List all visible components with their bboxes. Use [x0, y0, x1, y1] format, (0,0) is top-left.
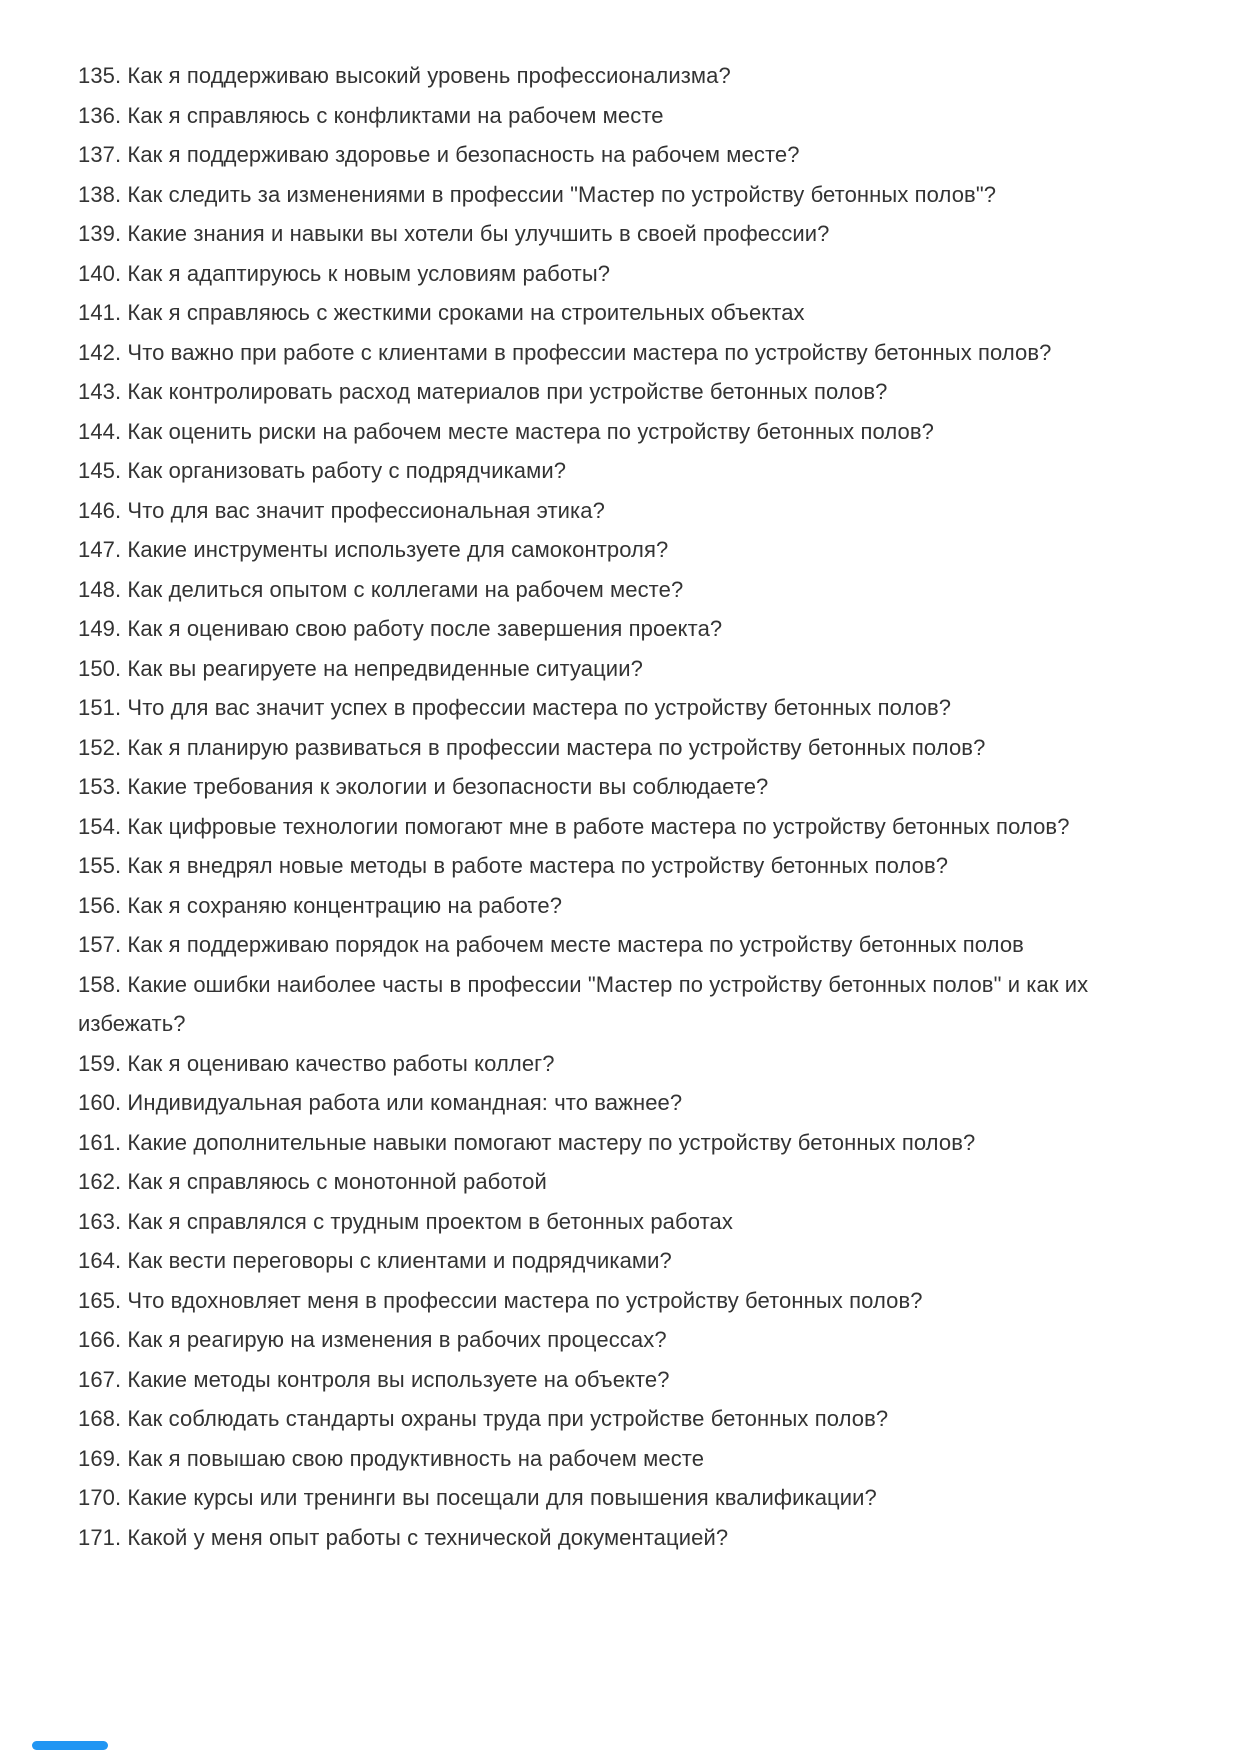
question-item: 156. Как я сохраняю концентрацию на работе? [78, 892, 563, 918]
question-item: 148. Как делиться опытом с коллегами на рабочем месте? [78, 576, 684, 602]
question-item: 171. Какой у меня опыт работы с технической документацией? [78, 1524, 729, 1550]
question-item: 157. Как я поддерживаю порядок на рабочем месте мастера по устройству бетонных полов [78, 932, 1024, 957]
question-item: 139. Какие знания и навыки вы хотели бы улучшить в своей профессии? [78, 221, 830, 246]
question-item: 145. Как организовать работу с подрядчиками? [78, 458, 567, 483]
question-item: 162. Как я справляюсь с монотонной работой [78, 1169, 547, 1194]
question-item: 152. Как я планирую развиваться в профессии мастера по устройству бетонных полов? [78, 734, 986, 760]
question-item: 168. Как соблюдать стандарты охраны труда при устройстве бетонных полов? [78, 1406, 889, 1431]
question-item: 166. Как я реагирую на изменения в рабочих процессах? [78, 1327, 667, 1352]
question-item: 159. Как я оцениваю качество работы коллег? [78, 1050, 555, 1076]
question-item: 158. Какие ошибки наиболее часты в профессии "Мастер по устройству бетонных полов" и как их избежать? [78, 971, 1089, 1036]
question-item: 164. Как вести переговоры с клиентами и подрядчиками? [78, 1248, 672, 1273]
question-item: 170. Какие курсы или тренинги вы посещали для повышения квалификации? [78, 1485, 877, 1510]
question-item: 135. Как я поддерживаю высокий уровень профессионализма? [78, 63, 731, 88]
question-item: 163. Как я справлялся с трудным проектом в бетонных работах [78, 1208, 733, 1234]
question-item: 138. Как следить за изменениями в профессии "Мастер по устройству бетонных полов"? [78, 181, 997, 207]
question-item: 137. Как я поддерживаю здоровье и безопасность на рабочем месте? [78, 142, 800, 167]
question-item: 140. Как я адаптируюсь к новым условиям работы? [78, 260, 611, 286]
question-item: 155. Как я внедрял новые методы в работе мастера по устройству бетонных полов? [78, 853, 949, 878]
question-item: 154. Как цифровые технологии помогают мне в работе мастера по устройству бетонных полов? [78, 813, 1070, 839]
question-item: 165. Что вдохновляет меня в профессии мастера по устройству бетонных полов? [78, 1287, 923, 1313]
question-list [78, 56, 1168, 1557]
question-item: 167. Какие методы контроля вы используете на объекте? [78, 1366, 670, 1392]
question-item: 136. Как я справляюсь с конфликтами на рабочем месте [78, 102, 664, 128]
question-item: 142. Что важно при работе с клиентами в профессии мастера по устройству бетонных полов? [78, 339, 1052, 365]
question-item: 141. Как я справляюсь с жесткими сроками на строительных объектах [78, 300, 805, 325]
question-item: 149. Как я оцениваю свою работу после завершения проекта? [78, 616, 723, 641]
question-item: 151. Что для вас значит успех в профессии мастера по устройству бетонных полов? [78, 695, 952, 720]
question-item: 161. Какие дополнительные навыки помогают мастеру по устройству бетонных полов? [78, 1129, 976, 1155]
question-item: 147. Какие инструменты используете для самоконтроля? [78, 537, 669, 562]
question-item: 146. Что для вас значит профессиональная этика? [78, 497, 605, 523]
question-item: 144. Как оценить риски на рабочем месте мастера по устройству бетонных полов? [78, 418, 934, 444]
horizontal-scrollbar-thumb[interactable] [32, 1741, 108, 1750]
question-item: 160. Индивидуальная работа или командная: что важнее? [78, 1090, 683, 1115]
question-item: 143. Как контролировать расход материалов при устройстве бетонных полов? [78, 379, 888, 404]
question-item: 153. Какие требования к экологии и безопасности вы соблюдаете? [78, 774, 769, 799]
question-item: 169. Как я повышаю свою продуктивность на рабочем месте [78, 1445, 705, 1471]
question-item: 150. Как вы реагируете на непредвиденные ситуации? [78, 655, 643, 681]
